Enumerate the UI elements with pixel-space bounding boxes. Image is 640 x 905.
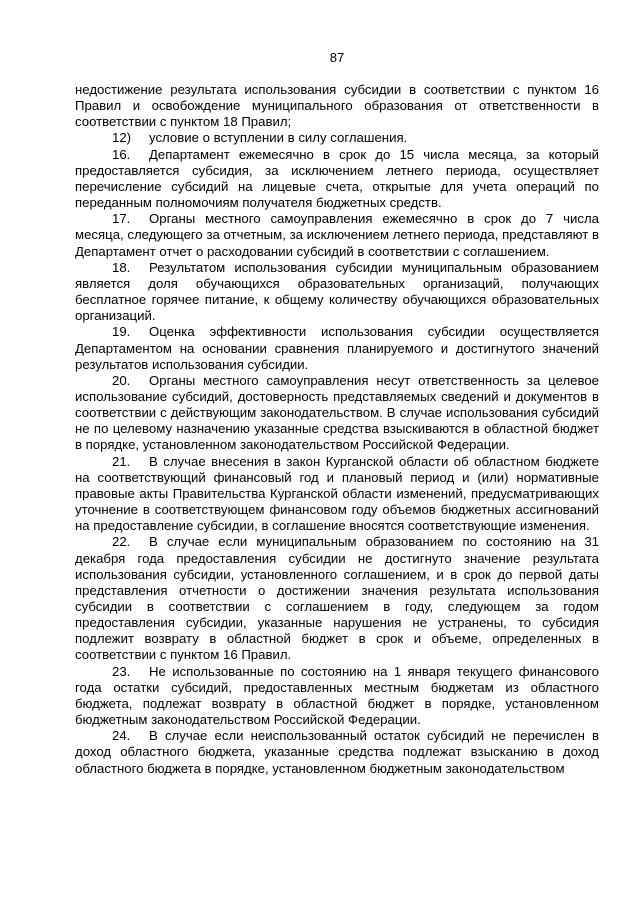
page-number: 87: [329, 50, 345, 65]
document-page: [75, 50, 599, 777]
numbered-paragraph: [75, 324, 599, 372]
paragraph-text: В случае внесения в закон Курганской области об областном бюджете на соответствующий финансовый год и плановый период и (или) нормативные правовые акты Правительства Курганской области изменений, предусматривающих уточнение в соответствующем финансовом году объемов бюджетных ассигнований на предоставление субсидии, в соглашение вносятся соответствующие изменения.: [75, 453, 599, 534]
numbered-paragraph: [75, 454, 599, 535]
paragraph-text: недостижение результата использования субсидии в соответствии с пунктом 16 Правил и освобождение муниципального образования от ответственности в соответствии с пунктом 18 Правил;: [75, 82, 599, 130]
paragraph-text: Департамент ежемесячно в срок до 15 числа месяца, за который предоставляется субсидия, за исключением летнего периода, осуществляет перечисление субсидий на лицевые счета, открытые для учета операций по переданным полномочиям получателя бюджетных средств.: [75, 146, 599, 211]
paragraph-number: 16.: [112, 146, 131, 162]
document-body: [75, 82, 599, 777]
paragraph-number: 19.: [112, 324, 131, 340]
numbered-paragraph: [75, 147, 599, 212]
paragraph-number: 18.: [112, 259, 131, 275]
paragraph-text: Органы местного самоуправления несут ответственность за целевое использование субсидий, достоверность представляемых сведений и документов в соответствии с действующим законодательством. В случае использования субсидий не по целевому назначению указанные средства взыскиваются в областной бюджет в порядке, установленном законодательством Российской Федерации.: [75, 372, 599, 453]
numbered-paragraph: [75, 664, 599, 729]
numbered-paragraph: [75, 130, 599, 146]
paragraph-text: Оценка эффективности использования субсидии осуществляется Департаментом на основании сравнения планируемого и достигнутого значений результатов использования субсидии.: [75, 324, 599, 372]
paragraph-number: 22.: [112, 534, 131, 550]
paragraph-continuation: [75, 82, 599, 130]
paragraph-text: В случае если муниципальным образованием по состоянию на 31 декабря года предоставления субсидии не достигнуто значение результата использования субсидии, установленного соглашением, и в срок до первой даты представления отчетности о достижении значения результата использования субсидии в соответствии с соглашением в году, следующем за годом предоставления субсидии, указанные нарушения не устранены, то субсидия подлежит возврату в областной бюджет в срок и объеме, определенных в соответствии с пунктом 16 Правил.: [75, 534, 599, 663]
numbered-paragraph: [75, 534, 599, 663]
numbered-paragraph: [75, 211, 599, 259]
paragraph-text: Не использованные по состоянию на 1 января текущего финансового года остатки субсидий, предоставленных местным бюджетам из областного бюджета, подлежат возврату в областной бюджет в порядке, установленном бюджетным законодательством Российской Федерации.: [75, 663, 599, 728]
paragraph-number: 21.: [112, 453, 131, 469]
paragraph-number: 23.: [112, 663, 131, 679]
paragraph-number: 20.: [112, 372, 131, 388]
paragraph-text: В случае если неиспользованный остаток субсидий не перечислен в доход областного бюджета, указанные средства подлежат взысканию в доход областного бюджета в порядке, установленном бюджетным законодательством: [75, 728, 599, 776]
numbered-paragraph: [75, 260, 599, 325]
paragraph-number: 24.: [112, 728, 131, 744]
numbered-paragraph: [75, 373, 599, 454]
paragraph-text: Органы местного самоуправления ежемесячно в срок до 7 числа месяца, следующего за отчетным, за исключением летнего периода, представляют в Департамент отчет о расходовании субсидий в соответствии с соглашением.: [75, 211, 599, 259]
paragraph-number: 17.: [112, 211, 131, 227]
paragraph-text: условие о вступлении в силу соглашения.: [149, 130, 408, 146]
numbered-paragraph: [75, 728, 599, 776]
paragraph-number: 12): [112, 130, 132, 146]
paragraph-text: Результатом использования субсидии муниципальным образованием является доля обучающихся образовательных организаций, получающих бесплатное горячее питание, к общему количеству обучающихся образовательных организаций.: [75, 259, 599, 324]
